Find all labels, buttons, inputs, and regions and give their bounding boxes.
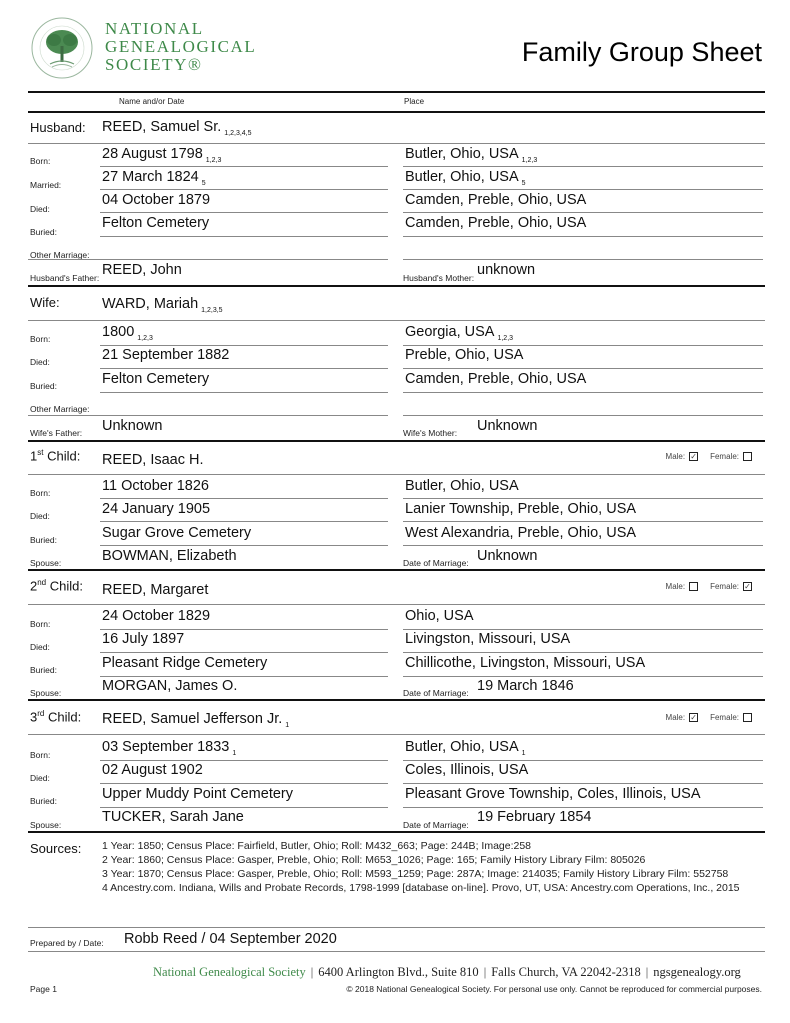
place-text: Georgia, USA [405,324,495,340]
male-checkbox[interactable] [689,582,698,591]
husband-married-label: Married: [30,180,62,190]
child-1-label [30,448,80,463]
underline [100,368,388,369]
underline [403,259,763,260]
prepared-by-label: Prepared by / Date: [30,938,104,948]
husbands-father-label: Husband's Father: [30,273,100,283]
underline [100,521,388,522]
underline [403,676,763,677]
underline [403,345,763,346]
underline [100,545,388,546]
place-text: Butler, Ohio, USA [405,146,519,162]
section-rule [28,831,765,833]
child-2-buried-label: Buried: [30,665,57,675]
source-refs: 5 [521,180,526,187]
header-bottom-rule [28,111,765,113]
child-1-spouse-label: Spouse: [30,558,62,568]
wifes-father-label: Wife's Father: [30,428,83,438]
husband-buried-cemetery: Felton Cemetery [102,215,210,231]
child-2-label [30,578,83,593]
underline [28,259,388,260]
underline [403,783,763,784]
label-text: Child: [44,709,82,725]
separator: | [310,965,314,979]
child-1-marriage-date-value: Unknown [477,548,538,564]
ordinal-suffix: nd [37,578,47,587]
underline [100,629,388,630]
prepared-by-value: Robb Reed / 04 September 2020 [124,931,337,947]
underline [28,415,388,416]
ordinal: 3 [30,709,38,725]
child-1-died-place: Lanier Township, Preble, Ohio, USA [405,501,637,517]
ordinal-suffix: rd [37,709,45,718]
wife-born-place [405,324,513,342]
child-2-born-place: Ohio, USA [405,608,474,624]
divider [28,604,765,605]
sources-label: Sources: [30,841,82,856]
tree-seal-icon [30,16,94,80]
husbands-mother-value: unknown [477,262,536,278]
footer-org-name: National Genealogical Society [153,965,306,979]
child-3-buried-place: Pleasant Grove Township, Coles, Illinois, USA [405,786,701,802]
org-name-line-1: NATIONAL [105,19,204,38]
child-3-born-date [102,739,236,757]
child-3-spouse-value: TUCKER, Sarah Jane [102,809,244,825]
date-text: 03 September 1833 [102,739,230,755]
child-3-born-place [405,739,526,757]
name-text: REED, Samuel Jefferson Jr. [102,711,283,727]
underline [403,629,763,630]
husband-name-sources: 1,2,3,4,5 [224,130,252,137]
underline [100,392,388,393]
source-refs: 1,2,3 [137,335,153,342]
male-label: Male: [665,452,686,461]
child-3-died-place: Coles, Illinois, USA [405,762,529,778]
underline [403,521,763,522]
husband-name [102,119,252,137]
child-3-marriage-date-label: Date of Marriage: [403,820,469,830]
sources-list [102,839,767,895]
wife-buried-cemetery: Felton Cemetery [102,371,210,387]
child-1-gender [666,452,752,461]
child-3-label [30,709,81,724]
wife-born-label: Born: [30,334,51,344]
male-checkbox[interactable]: ✓ [690,451,697,461]
child-2-died-date: 16 July 1897 [102,631,185,647]
child-3-gender [666,713,752,722]
underline [100,166,388,167]
child-2-died-label: Died: [30,642,50,652]
copyright-notice: © 2018 National Genealogical Society. For personal use only. Cannot be reproduced for commercial purposes. [346,984,762,994]
child-2-spouse-value: MORGAN, James O. [102,678,238,694]
date-text: 27 March 1824 [102,169,199,185]
underline [403,166,763,167]
ngs-logo-seal [30,16,94,80]
child-1-buried-cemetery: Sugar Grove Cemetery [102,525,252,541]
section-rule [28,569,765,571]
female-checkbox[interactable]: ✓ [744,581,751,591]
child-1-born-place: Butler, Ohio, USA [405,478,519,494]
section-rule [28,699,765,701]
child-2-spouse-label: Spouse: [30,688,62,698]
source-item: 3 Year: 1870; Census Place: Gasper, Preble, Ohio; Roll: M593_1259; Page: 287A; Image: 214035; Family History Library Film: 552758 [102,868,729,880]
underline [100,189,388,190]
wife-born-date [102,324,153,342]
wife-buried-label: Buried: [30,381,57,391]
child-3-marriage-date-value: 19 February 1854 [477,809,592,825]
footer-city: Falls Church, VA 22042-2318 [491,965,641,979]
child-3-name [102,711,289,729]
child-3-buried-cemetery: Upper Muddy Point Cemetery [102,786,293,802]
child-1-died-label: Died: [30,511,50,521]
underline [100,760,388,761]
husband-died-date: 04 October 1879 [102,192,211,208]
husband-born-place [405,146,537,164]
underline [403,189,763,190]
place-text: Butler, Ohio, USA [405,169,519,185]
wife-name-text: WARD, Mariah [102,296,199,312]
male-label: Male: [665,582,686,591]
place-text: Butler, Ohio, USA [405,739,519,755]
source-refs: 1 [285,722,290,729]
underline [403,368,763,369]
underline [403,212,763,213]
husband-born-label: Born: [30,156,51,166]
source-refs: 5 [201,180,206,187]
underline [403,760,763,761]
child-2-born-date: 24 October 1829 [102,608,211,624]
underline [403,415,763,416]
child-1-born-label: Born: [30,488,51,498]
husbands-mother-label: Husband's Mother: [403,273,475,283]
husband-born-date [102,146,221,164]
underline [100,652,388,653]
date-text: 28 August 1798 [102,146,203,162]
wifes-mother-value: Unknown [477,418,538,434]
female-checkbox[interactable] [743,713,752,722]
underline [403,545,763,546]
divider [28,474,765,475]
source-item: 4 Ancestry.com. Indiana, Wills and Probate Records, 1798-1999 [database on-line]. Provo, UT, USA: Ancestry.com Operations, Inc., 2015 [102,882,740,894]
child-3-died-label: Died: [30,773,50,783]
child-2-gender [666,582,752,591]
underline [403,807,763,808]
source-refs: 1,2,3 [497,335,514,342]
husbands-father-value: REED, John [102,262,182,278]
child-3-buried-label: Buried: [30,796,57,806]
child-1-buried-label: Buried: [30,535,57,545]
husband-buried-place: Camden, Preble, Ohio, USA [405,215,587,231]
child-2-marriage-date-value: 19 March 1846 [477,678,574,694]
wife-buried-place: Camden, Preble, Ohio, USA [405,371,587,387]
divider [28,734,765,735]
underline [100,236,388,237]
divider [28,143,765,144]
org-name-line-3: SOCIETY® [105,55,203,74]
child-1-spouse-value: BOWMAN, Elizabeth [102,548,237,564]
husband-married-date [102,169,206,187]
husband-died-place: Camden, Preble, Ohio, USA [405,192,587,208]
ordinal-suffix: st [37,448,44,457]
underline [403,236,763,237]
section-rule [28,440,765,442]
child-1-name: REED, Isaac H. [102,452,204,468]
husband-married-place [405,169,526,187]
source-refs: 1 [521,750,526,757]
underline [403,652,763,653]
col-place-header: Place [404,97,425,106]
section-rule [28,285,765,287]
female-label: Female: [710,713,739,722]
child-2-died-place: Livingston, Missouri, USA [405,631,571,647]
divider [28,320,765,321]
husband-other-marriage-label: Other Marriage: [30,250,90,260]
underline [403,392,763,393]
source-refs: 1,2,3 [521,157,538,164]
page-title: Family Group Sheet [521,37,762,67]
wifes-father-value: Unknown [102,418,163,434]
husband-label: Husband: [30,120,86,135]
col-name-date-header: Name and/or Date [119,97,185,106]
underline [100,212,388,213]
underline [100,783,388,784]
source-refs: 1 [232,750,237,757]
female-label: Female: [710,452,739,461]
footer-website-link[interactable]: ngsgenealogy.org [653,965,741,979]
female-label: Female: [710,582,739,591]
child-1-died-date: 24 January 1905 [102,501,211,517]
husband-buried-label: Buried: [30,227,57,237]
male-checkbox[interactable]: ✓ [690,712,697,722]
child-1-born-date: 11 October 1826 [102,478,209,494]
male-label: Male: [665,713,686,722]
child-2-marriage-date-label: Date of Marriage: [403,688,469,698]
page-number: Page 1 [30,984,57,994]
wife-other-marriage-label: Other Marriage: [30,404,90,414]
child-3-born-label: Born: [30,750,51,760]
org-name-line-2: GENEALOGICAL [105,37,257,56]
child-3-died-date: 02 August 1902 [102,762,203,778]
underline [403,498,763,499]
child-2-name: REED, Margaret [102,582,209,598]
footer-address: 6400 Arlington Blvd., Suite 810 [318,965,479,979]
child-1-marriage-date-label: Date of Marriage: [403,558,469,568]
wife-died-date: 21 September 1882 [102,347,230,363]
wife-name [102,296,223,314]
top-rule [28,91,765,93]
child-2-buried-place: Chillicothe, Livingston, Missouri, USA [405,655,646,671]
underline [100,345,388,346]
source-item: 2 Year: 1860; Census Place: Gasper, Preble, Ohio; Roll: M653_1026; Page: 165; Family History Library Film: 805026 [102,854,646,866]
husband-died-label: Died: [30,204,50,214]
wifes-mother-label: Wife's Mother: [403,428,458,438]
label-text: Child: [46,578,83,594]
child-1-buried-place: West Alexandria, Preble, Ohio, USA [405,525,637,541]
source-refs: 1,2,3 [205,157,222,164]
divider [28,927,765,928]
female-checkbox[interactable] [743,452,752,461]
separator: | [645,965,649,979]
ordinal: 2 [30,578,38,594]
footer-contact [153,965,741,980]
separator: | [483,965,487,979]
divider [28,951,765,952]
wife-died-place: Preble, Ohio, USA [405,347,524,363]
label-text: Child: [43,448,81,464]
husband-name-text: REED, Samuel Sr. [102,119,222,135]
underline [100,676,388,677]
date-text: 1800 [102,324,135,340]
underline [100,498,388,499]
wife-died-label: Died: [30,357,50,367]
child-3-spouse-label: Spouse: [30,820,62,830]
ordinal: 1 [30,448,38,464]
underline [100,807,388,808]
org-name [105,20,256,74]
child-2-buried-cemetery: Pleasant Ridge Cemetery [102,655,268,671]
wife-label: Wife: [30,295,60,310]
child-2-born-label: Born: [30,619,51,629]
source-item: 1 Year: 1850; Census Place: Fairfield, Butler, Ohio; Roll: M432_663; Page: 244B; Image:258 [102,840,532,852]
wife-name-sources: 1,2,3,5 [201,307,223,314]
